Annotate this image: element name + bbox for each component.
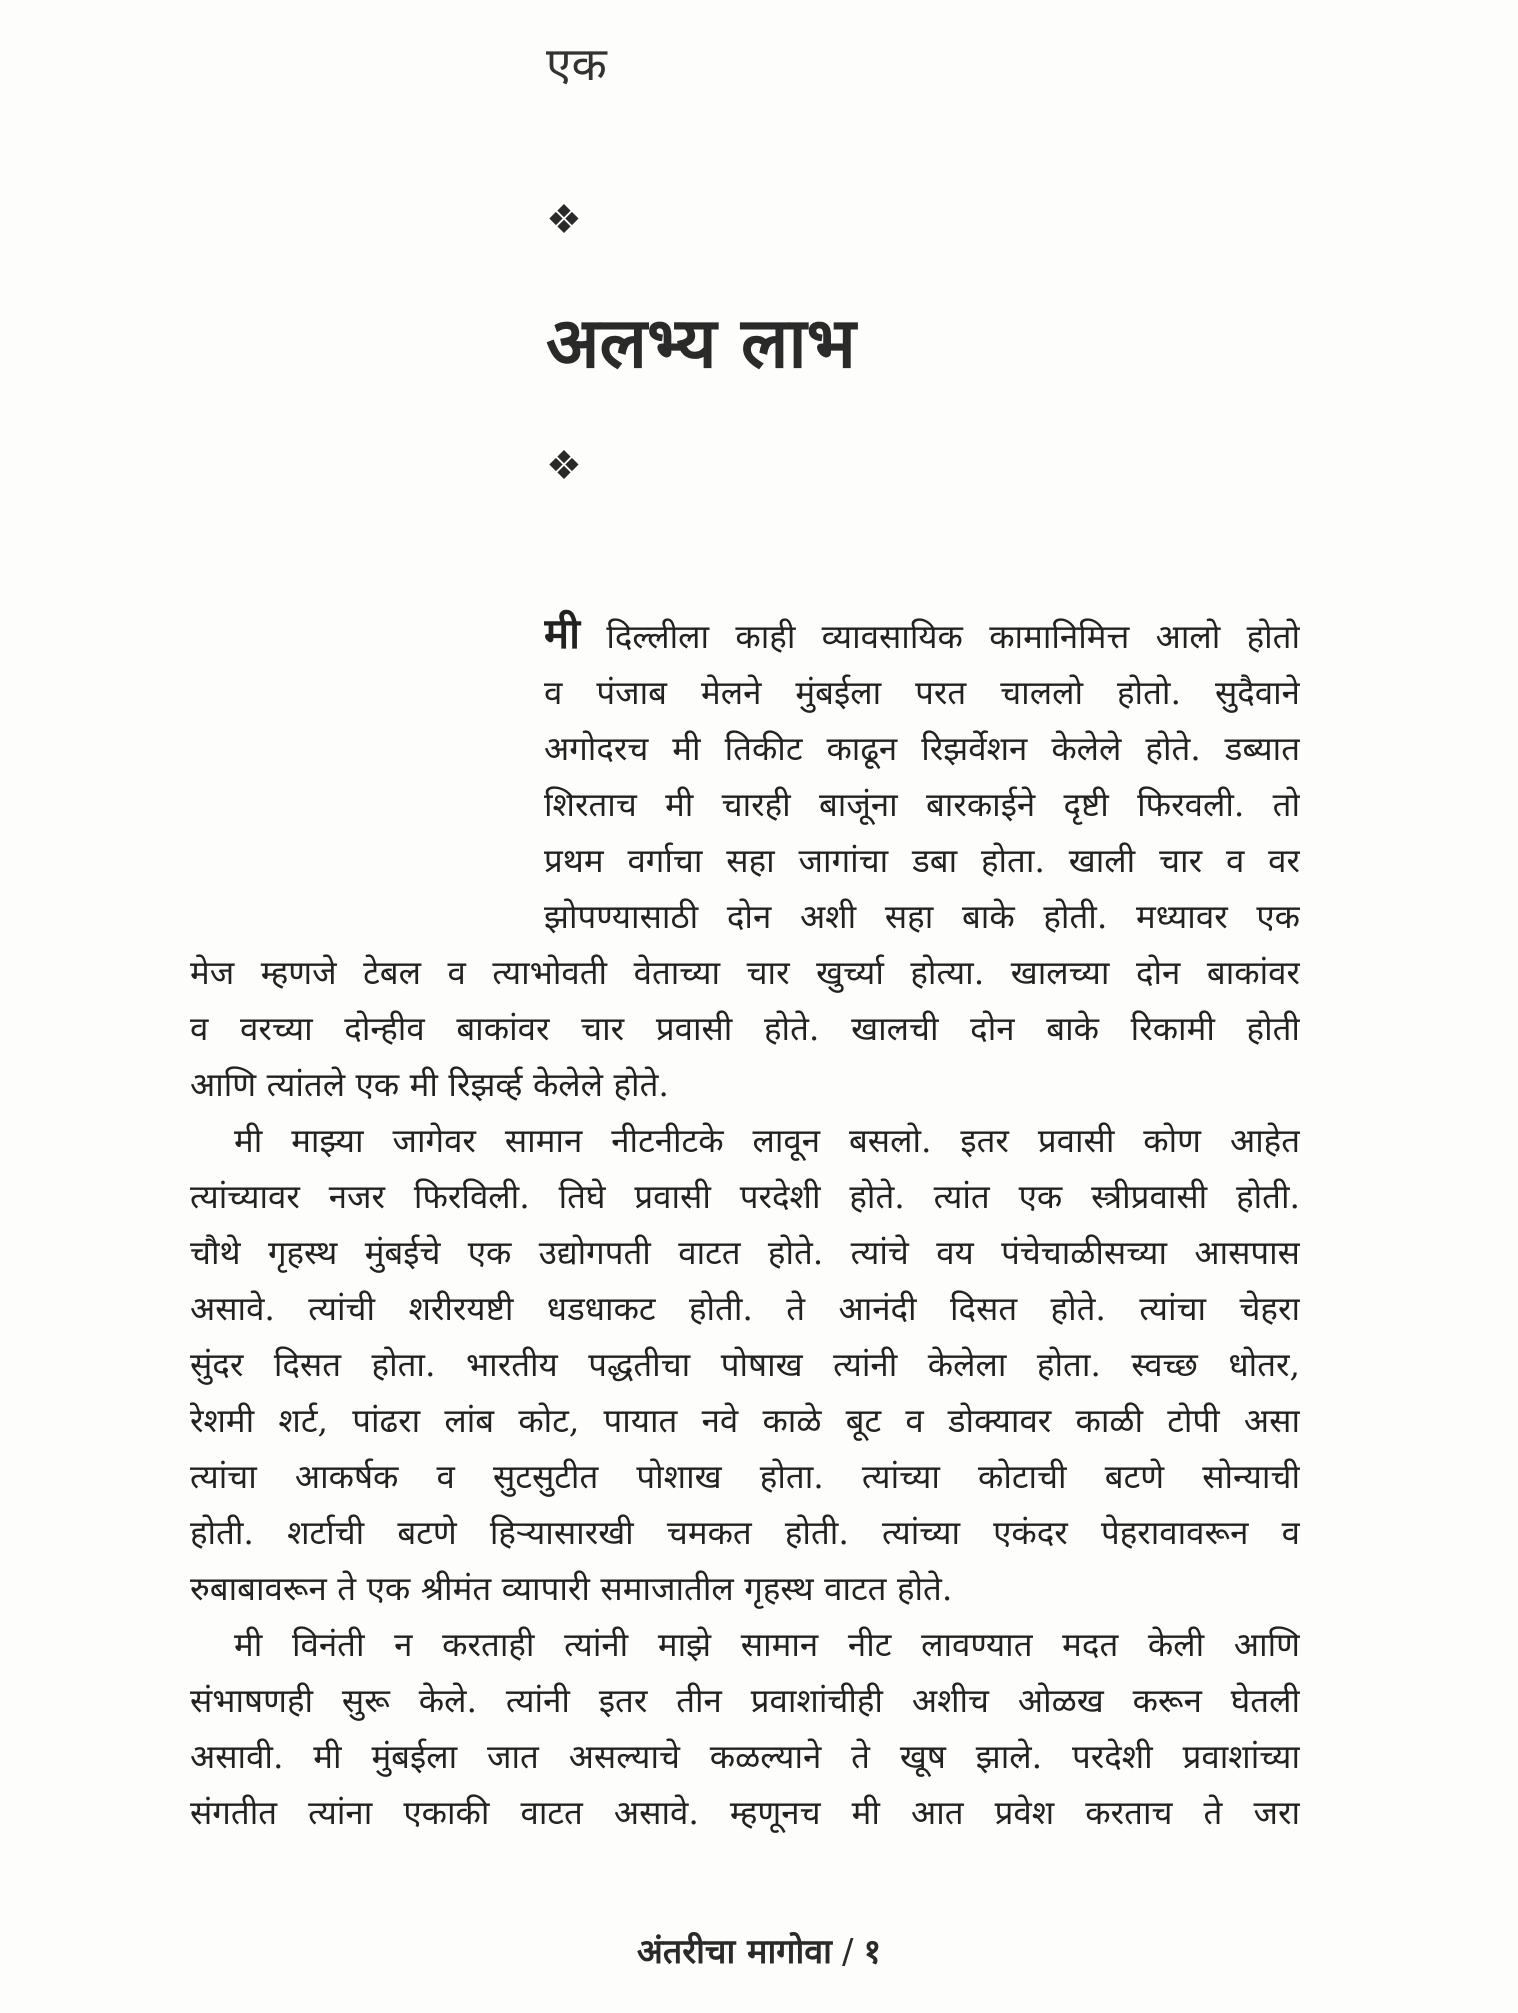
body-line-1: मी दिल्लीला काही व्यावसायिक कामानिमित्त आलो होतो xyxy=(544,609,1300,658)
body-line-18: रुबाबावरून ते एक श्रीमंत व्यापारी समाजातील गृहस्थ वाटत होते. xyxy=(190,1569,953,1608)
body-line-16: त्यांचा आकर्षक व सुटसुटीत पोशाख होता. त्यांच्या कोटाची बटणे सोन्याची xyxy=(190,1457,1300,1496)
ornament-bottom: ❖ xyxy=(546,443,582,489)
chapter-body xyxy=(190,606,1300,1841)
body-line-22: संगतीत त्यांना एकाकी वाटत असावे. म्हणूनच मी आत प्रवेश करताच ते जरा xyxy=(190,1793,1300,1832)
body-line-8: व वरच्या दोन्हीव बाकांवर चार प्रवासी होते. खालची दोन बाके रिकामी होती xyxy=(190,1009,1300,1048)
body-line-9: आणि त्यांतले एक मी रिझर्व्ह केलेले होते. xyxy=(190,1065,669,1104)
body-line-10: मी माझ्या जागेवर सामान नीटनीटके लावून बसलो. इतर प्रवासी कोण आहेत xyxy=(234,1121,1300,1160)
footer-book-title: अंतरीचा मागोवा xyxy=(636,1932,832,1972)
body-line-21: असावी. मी मुंबईला जात असल्याचे कळल्याने ते खूष झाले. परदेशी प्रवाशांच्या xyxy=(190,1737,1300,1776)
body-line-3: अगोदरच मी तिकीट काढून रिझर्वेशन केलेले होते. डब्यात xyxy=(544,729,1300,768)
chapter-number: एक xyxy=(546,37,607,91)
ornament-top: ❖ xyxy=(546,197,582,243)
body-line-17: होती. शर्टाची बटणे हिऱ्यासारखी चमकत होती. त्यांच्या एकंदर पेहरावावरून व xyxy=(190,1513,1300,1552)
body-line-19: मी विनंती न करताही त्यांनी माझे सामान नीट लावण्यात मदत केली आणि xyxy=(234,1625,1300,1664)
page-number: १ xyxy=(863,1932,882,1972)
body-line-13: असावे. त्यांची शरीरयष्टी धडधाकट होती. ते आनंदी दिसत होते. त्यांचा चेहरा xyxy=(190,1289,1300,1328)
page-footer xyxy=(0,1930,1518,1974)
body-line-7: मेज म्हणजे टेबल व त्याभोवती वेताच्या चार खुर्च्या होत्या. खालच्या दोन बाकांवर xyxy=(190,953,1300,992)
chapter-title: अलभ्य लाभ xyxy=(546,302,856,384)
body-line-6: झोपण्यासाठी दोन अशी सहा बाके होती. मध्यावर एक xyxy=(544,897,1300,936)
body-line-14: सुंदर दिसत होता. भारतीय पद्धतीचा पोषाख त्यांनी केलेला होता. स्वच्छ धोतर, xyxy=(190,1345,1300,1384)
body-line-2: व पंजाब मेलने मुंबईला परत चाललो होतो. सुदैवाने xyxy=(544,673,1300,712)
body-line-5: प्रथम वर्गाचा सहा जागांचा डबा होता. खाली चार व वर xyxy=(544,841,1300,880)
body-line-12: चौथे गृहस्थ मुंबईचे एक उद्योगपती वाटत होते. त्यांचे वय पंचेचाळीसच्या आसपास xyxy=(190,1233,1300,1272)
drop-word: मी xyxy=(544,609,580,658)
footer-separator: / xyxy=(841,1932,854,1972)
body-line-15: रेशमी शर्ट, पांढरा लांब कोट, पायात नवे काळे बूट व डोक्यावर काळी टोपी असा xyxy=(190,1401,1300,1440)
body-line-20: संभाषणही सुरू केले. त्यांनी इतर तीन प्रवाशांचीही अशीच ओळख करून घेतली xyxy=(190,1681,1300,1720)
body-line-4: शिरताच मी चारही बाजूंना बारकाईने दृष्टी फिरवली. तो xyxy=(544,785,1300,824)
body-line-11: त्यांच्यावर नजर फिरविली. तिघे प्रवासी परदेशी होते. त्यांत एक स्त्रीप्रवासी होती. xyxy=(190,1177,1300,1216)
